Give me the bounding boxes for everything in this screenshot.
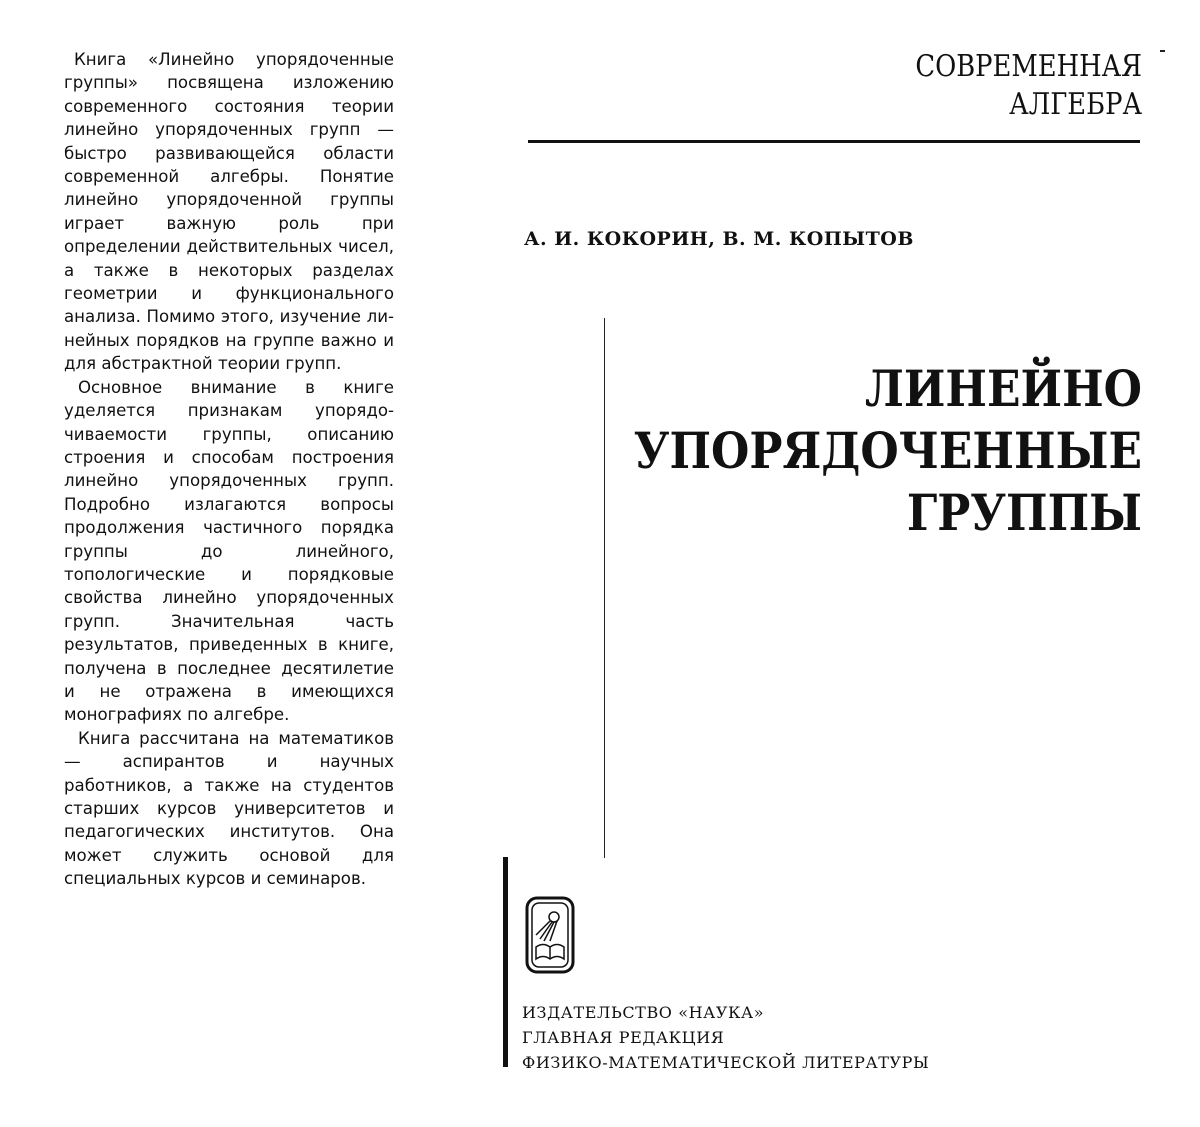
book-title-line-3: ГРУППЫ: [906, 483, 1142, 542]
series-rule-divider: [528, 140, 1140, 143]
corner-mark: [1160, 50, 1165, 52]
series-line-2: АЛГЕБРА: [1009, 87, 1142, 122]
book-title: [596, 358, 1142, 544]
annotation-text: [64, 48, 394, 891]
thick-vertical-rule: [503, 857, 508, 1067]
authors: А. И. КОКОРИН, В. М. КОПЫТОВ: [524, 228, 914, 250]
book-title-line-1: ЛИНЕЙНО: [864, 359, 1142, 418]
annotation-paragraph-1: Книга «Линейно упорядоченные группы» посвящена изложению современного состояния теории линейно упорядоченных групп — быстро развивающейся области современной алгебры. Понятие линейно упорядоченной группы играет важную роль при определении действительных чисел, а также в некоторых разделах геометрии и функционального анализа. Помимо этого, изучение линейных порядков на группе важно и для абстрактной теории групп.: [64, 50, 394, 374]
annotation-paragraph-3: Книга рассчитана на математиков — аспирантов и научных работников, а также на студентов старших курсов университетов и педагогических институтов. Она может служить основой для специальных курсов и семинаров.: [64, 728, 394, 889]
series-title: [781, 48, 1142, 124]
series-line-1: СОВРЕМЕННАЯ: [915, 49, 1142, 84]
publisher-line-1: ИЗДАТЕЛЬСТВО «НАУКА»: [522, 1003, 765, 1022]
book-title-line-2: УПОРЯДОЧЕННЫЕ: [633, 421, 1142, 480]
nauka-publisher-logo-icon: [524, 895, 576, 975]
publisher-block: [522, 1000, 929, 1075]
annotation-paragraph-2: Основное внимание в книге уделяется признакам упорядочиваемости группы, описанию строения и способам построения линейно упорядоченных групп. Подробно излагаются вопросы продолжения частичного порядка группы до линейного, топологические и порядковые свойства линейно упорядоченных групп. Значительная часть результатов, приведенных в книге, получена в последнее десятилетие и не отражена в имеющихся монографиях по алгебре.: [64, 377, 394, 725]
publisher-line-3: ФИЗИКО-МАТЕМАТИЧЕСКОЙ ЛИТЕРАТУРЫ: [522, 1053, 930, 1072]
publisher-line-2: ГЛАВНАЯ РЕДАКЦИЯ: [522, 1028, 725, 1047]
